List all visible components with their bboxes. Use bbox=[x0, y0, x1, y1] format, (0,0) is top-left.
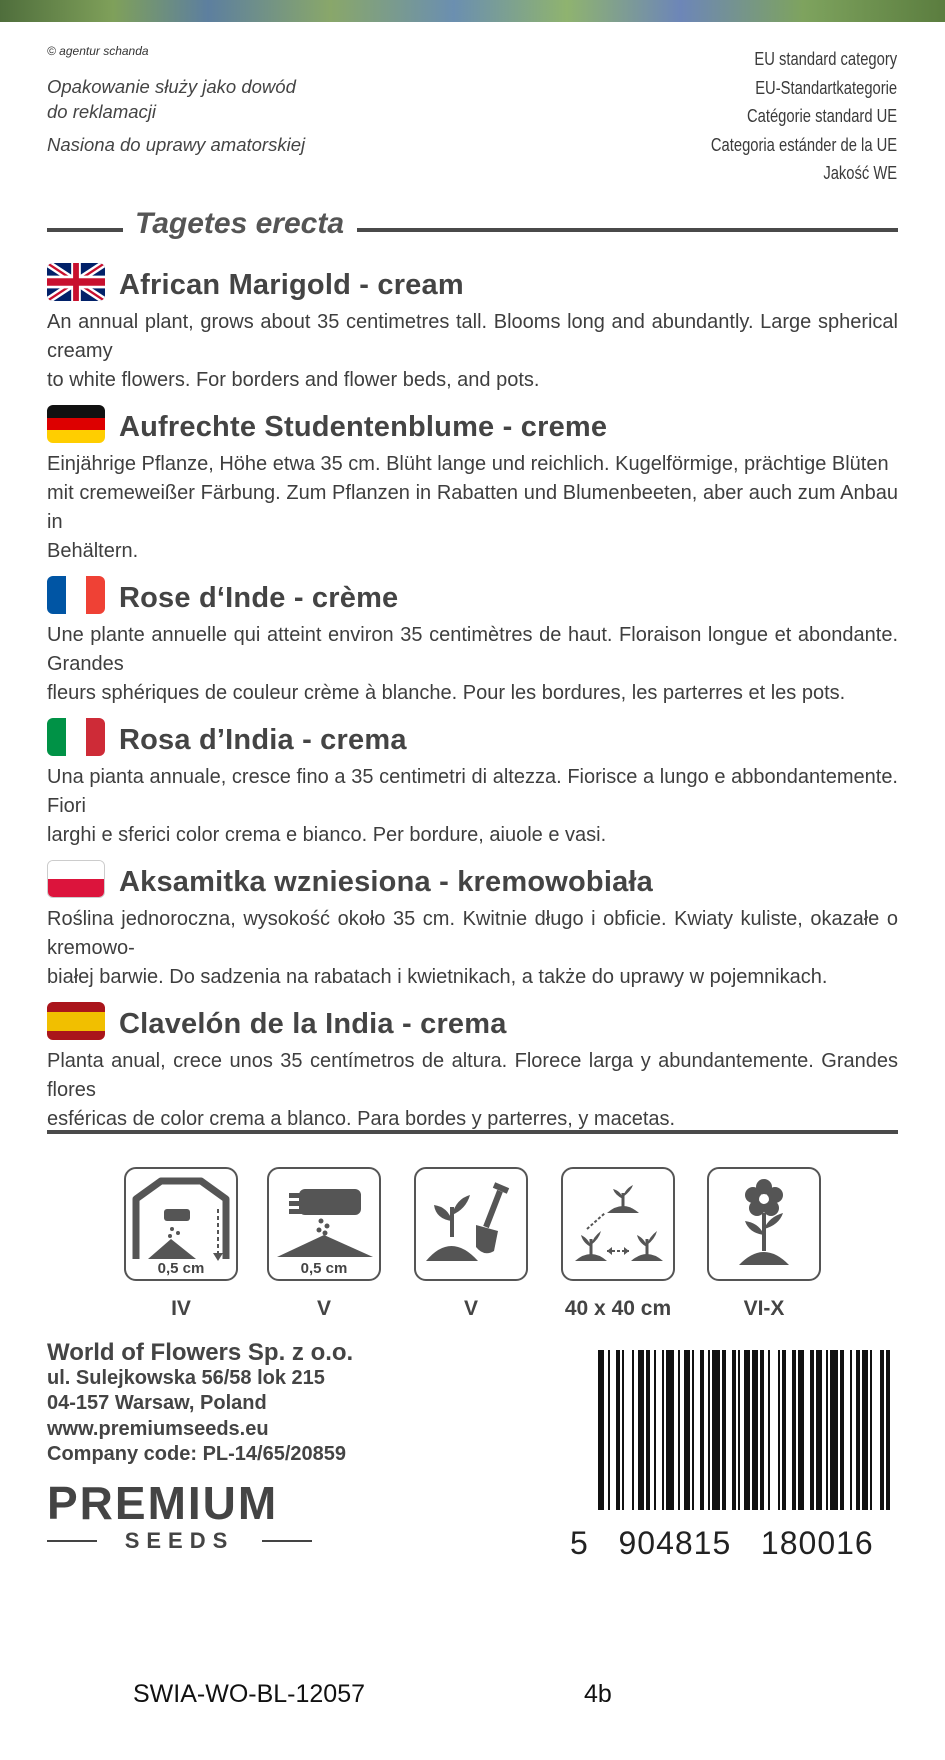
desc-line: to white flowers. For borders and flower beds, and pots. bbox=[47, 369, 540, 391]
barcode-bar bbox=[810, 1350, 814, 1510]
desc-line: Planta anual, crece unos 35 centímetros de altura. Florece larga y abundantemente. Grandes flores bbox=[47, 1050, 898, 1101]
barcode-bar bbox=[768, 1350, 770, 1510]
barcode-bar bbox=[678, 1350, 680, 1510]
section-separator bbox=[47, 1130, 898, 1134]
outdoor-sowing-month-label: V bbox=[316, 1297, 331, 1320]
uk-flag-icon bbox=[47, 263, 105, 301]
barcode-bar bbox=[782, 1350, 786, 1510]
title-it: Rosa d’India - crema bbox=[119, 724, 407, 756]
title-pl: Aksamitka wzniesiona - kremowobiała bbox=[119, 866, 654, 898]
barcode-bar bbox=[792, 1350, 796, 1510]
outdoor-sowing-icon bbox=[267, 1167, 381, 1281]
company-code: Company code: PL-14/65/20859 bbox=[47, 1443, 347, 1465]
barcode-bar bbox=[880, 1350, 884, 1510]
barcode-bar bbox=[732, 1350, 736, 1510]
barcode-bar bbox=[608, 1350, 610, 1510]
company-website: www.premiumseeds.eu bbox=[47, 1417, 269, 1440]
title-es: Clavelón de la India - crema bbox=[119, 1008, 507, 1040]
desc-line: Une plante annuelle qui atteint environ 35 centimètres de haut. Floraison longue et abondante. Grandes bbox=[47, 624, 898, 675]
barcode-bar bbox=[616, 1350, 620, 1510]
species-rule-left bbox=[47, 228, 123, 232]
claim-amateur: Nasiona do uprawy amatorskiej bbox=[47, 134, 306, 155]
title-en: African Marigold - cream bbox=[119, 269, 464, 301]
desc-line: An annual plant, grows about 35 centimetres tall. Blooms long and abundantly. Large spherical creamy bbox=[47, 311, 898, 362]
title-fr: Rose d‘Inde - crème bbox=[119, 582, 399, 614]
barcode-bar bbox=[856, 1350, 860, 1510]
species-name: Tagetes erecta bbox=[135, 207, 345, 240]
barcode-bar bbox=[712, 1350, 720, 1510]
greenhouse-sowing-icon bbox=[124, 1167, 238, 1281]
eu-categories bbox=[670, 45, 897, 188]
desc-es bbox=[47, 1047, 898, 1134]
footer-page-number: 4b bbox=[584, 1680, 612, 1708]
barcode-number: 5 904815 180016 bbox=[570, 1525, 874, 1561]
italy-flag-icon bbox=[47, 718, 105, 756]
spacing-label: 40 x 40 cm bbox=[564, 1297, 672, 1320]
eu-category-pl: Jakość WE bbox=[823, 163, 897, 183]
flowering-icon bbox=[707, 1167, 821, 1281]
eu-category-en: EU standard category bbox=[754, 49, 897, 69]
claim-complaint: Opakowanie służy jako dowód do reklamacji bbox=[47, 76, 296, 122]
barcode-bar bbox=[738, 1350, 740, 1510]
barcode-bar bbox=[684, 1350, 690, 1510]
company-info bbox=[47, 1340, 353, 1468]
barcode-bar bbox=[760, 1350, 764, 1510]
barcode-bar bbox=[662, 1350, 664, 1510]
barcode-bar bbox=[692, 1350, 694, 1510]
barcode-bar bbox=[886, 1350, 890, 1510]
desc-de bbox=[47, 450, 898, 566]
flowering-period-label: VI-X bbox=[743, 1297, 785, 1320]
desc-line: mit cremeweißer Färbung. Zum Pflanzen in Rabatten und Blumenbeeten, aber auch zum Anbau in bbox=[47, 482, 898, 533]
barcode-bar bbox=[798, 1350, 804, 1510]
barcode-bar bbox=[638, 1350, 644, 1510]
logo-rule-right bbox=[262, 1540, 312, 1542]
desc-line: Einjährige Pflanze, Höhe etwa 35 cm. Blüht lange und reichlich. Kugelförmige, prächtige Blüten bbox=[47, 453, 889, 475]
barcode-bar bbox=[700, 1350, 704, 1510]
barcode-bar bbox=[778, 1350, 780, 1510]
company-city: 04-157 Warsaw, Poland bbox=[47, 1392, 267, 1414]
barcode-bar bbox=[654, 1350, 656, 1510]
desc-line: Roślina jednoroczna, wysokość około 35 cm. Kwitnie długo i obficie. Kwiaty kuliste, okazałe o kremowo- bbox=[47, 908, 898, 959]
barcode-bar bbox=[666, 1350, 674, 1510]
sowing-depth-label: 0,5 cm bbox=[300, 1260, 348, 1277]
logo-seeds-row bbox=[47, 1528, 312, 1554]
barcode-bar bbox=[632, 1350, 634, 1510]
barcode-bar bbox=[840, 1350, 844, 1510]
barcode-bar bbox=[870, 1350, 872, 1510]
company-street: ul. Sulejkowska 56/58 lok 215 bbox=[47, 1366, 325, 1389]
eu-category-es: Categoria estánder de la UE bbox=[710, 134, 897, 155]
species-heading bbox=[47, 207, 898, 251]
barcode-bar bbox=[744, 1350, 750, 1510]
barcode-bar bbox=[830, 1350, 838, 1510]
barcode-bar bbox=[850, 1350, 852, 1510]
company-name: World of Flowers Sp. z o.o. bbox=[47, 1339, 354, 1366]
eu-category-de: EU-Standartkategorie bbox=[755, 77, 897, 98]
desc-it bbox=[47, 763, 898, 850]
barcode-bar bbox=[826, 1350, 828, 1510]
desc-fr bbox=[47, 621, 898, 708]
desc-line: fleurs sphériques de couleur crème à blanche. Pour les bordures, les parterres et les pots. bbox=[47, 682, 846, 704]
logo-premium-text: PREMIUM bbox=[47, 1477, 279, 1529]
barcode-bar bbox=[598, 1350, 604, 1510]
desc-pl bbox=[47, 905, 898, 992]
barcode-bar bbox=[862, 1350, 868, 1510]
desc-line: białej barwie. Do sadzenia na rabatach i kwietnikach, a także do uprawy w pojemnikach. bbox=[47, 966, 828, 988]
spain-flag-icon bbox=[47, 1002, 105, 1040]
desc-line: larghi e sferici color crema e bianco. Per bordure, aiuole e vasi. bbox=[47, 824, 607, 846]
barcode-bar bbox=[816, 1350, 822, 1510]
sowing-depth-label: 0,5 cm bbox=[157, 1260, 205, 1277]
species-rule-right bbox=[357, 228, 898, 232]
barcode-bar bbox=[752, 1350, 758, 1510]
barcode bbox=[598, 1350, 890, 1510]
title-de: Aufrechte Studentenblume - creme bbox=[119, 411, 608, 443]
flower-photo-strip bbox=[0, 0, 945, 22]
barcode-bar bbox=[722, 1350, 726, 1510]
spacing-icon bbox=[561, 1167, 675, 1281]
logo-seeds-text: SEEDS bbox=[124, 1528, 235, 1553]
transplanting-icon bbox=[414, 1167, 528, 1281]
desc-line: Behältern. bbox=[47, 540, 139, 562]
transplant-month-label: V bbox=[463, 1297, 478, 1320]
claims bbox=[47, 74, 307, 165]
barcode-bar bbox=[622, 1350, 624, 1510]
desc-line: esféricas de color crema a blanco. Para bordes y parterres, y macetas. bbox=[47, 1108, 676, 1130]
poland-flag-icon bbox=[47, 860, 105, 898]
desc-line: Una pianta annuale, cresce fino a 35 centimetri di altezza. Fiorisce a lungo e abbondantemente. Fiori bbox=[47, 766, 898, 817]
france-flag-icon bbox=[47, 576, 105, 614]
barcode-bar bbox=[646, 1350, 650, 1510]
sowing-month-label: IV bbox=[171, 1297, 191, 1320]
copyright: © agentur schanda bbox=[47, 44, 149, 58]
germany-flag-icon bbox=[47, 405, 105, 443]
desc-en bbox=[47, 308, 898, 395]
barcode-bar bbox=[708, 1350, 710, 1510]
eu-category-fr: Catégorie standard UE bbox=[746, 106, 897, 126]
footer-product-code: SWIA-WO-BL-12057 bbox=[133, 1680, 366, 1708]
premium-seeds-logo bbox=[47, 1477, 312, 1554]
